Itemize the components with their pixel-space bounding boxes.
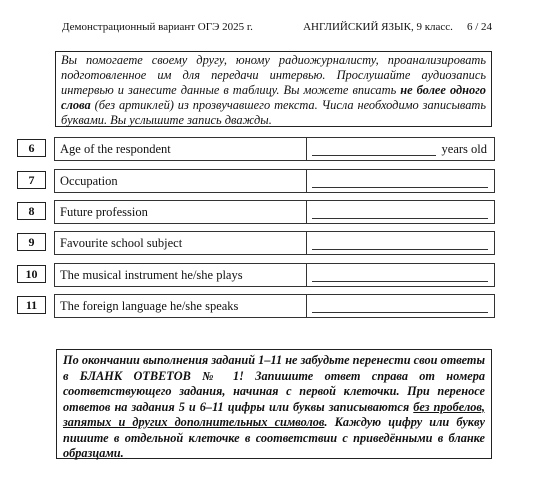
table-row (17, 171, 495, 193)
page-number: 6 / 24 (466, 21, 492, 33)
row-cells (54, 294, 495, 318)
answer-field[interactable] (307, 295, 494, 317)
row-label: Occupation (55, 170, 307, 192)
instructions-box (55, 51, 492, 127)
row-label: The foreign language he/she speaks (55, 295, 307, 317)
row-label: The musical instrument he/she plays (55, 264, 307, 286)
table-row (17, 233, 495, 255)
task-number: 9 (17, 233, 46, 251)
instructions-text-2: (без артиклей) из прозвучавшего текста. Числа необходимо записывать буквами. Вы услышите запись дважды. (61, 98, 486, 127)
row-cells (54, 200, 495, 224)
answer-line (312, 155, 436, 156)
task-number: 8 (17, 202, 46, 220)
subject-label: АНГЛИЙСКИЙ ЯЗЫК, 9 класс. (303, 21, 453, 33)
answer-line (312, 218, 488, 219)
page-header (62, 20, 492, 34)
row-cells (54, 231, 495, 255)
row-label: Favourite school subject (55, 232, 307, 254)
answer-line (312, 249, 488, 250)
row-cells (54, 137, 495, 161)
answer-field[interactable] (307, 138, 494, 160)
task-number: 7 (17, 171, 46, 189)
final-note-box (56, 349, 492, 459)
answer-field[interactable] (307, 232, 494, 254)
answer-line (312, 187, 488, 188)
answer-line (312, 281, 488, 282)
table-row (17, 265, 495, 287)
final-note-text-2: . Каждую цифру или букву пишите в отдельной клеточке в соответствии с приведёнными в бланке образцами. (63, 415, 485, 460)
row-cells (54, 169, 495, 193)
task-number: 10 (17, 265, 46, 283)
row-label: Future profession (55, 201, 307, 223)
row-label: Age of the respondent (55, 138, 307, 160)
answer-line (312, 312, 488, 313)
answer-field[interactable] (307, 264, 494, 286)
answer-field[interactable] (307, 201, 494, 223)
instructions-text-1: Вы помогаете своему другу, юному радиожурналисту, проанализировать подготовленное им для передачи интервью. Прослушайте аудиозапись интервью и занесите данные в таблицу. Вы можете вписать (61, 53, 486, 97)
unit-label: years old (441, 142, 487, 156)
instructions-bold: не более одного слова (61, 83, 486, 112)
header-right (303, 21, 492, 33)
task-number: 6 (17, 139, 46, 157)
table-row (17, 202, 495, 224)
answer-field[interactable] (307, 170, 494, 192)
final-note-underlined: без пробелов, запятых и других дополнительных символов (63, 399, 485, 429)
row-cells (54, 263, 495, 287)
task-number: 11 (17, 296, 46, 314)
exam-title: Демонстрационный вариант ОГЭ 2025 г. (62, 21, 253, 33)
table-row (17, 139, 495, 161)
final-note-text-1: По окончании выполнения заданий 1–11 не забудьте перенести свои ответы в БЛАНК ОТВЕТОВ № 1! Запишите ответ справа от номера соответствующего задания, начиная с первой клеточки. При переносе ответов на задания 5 и 6–11 цифры или буквы записываются (63, 353, 485, 414)
table-row (17, 296, 495, 318)
